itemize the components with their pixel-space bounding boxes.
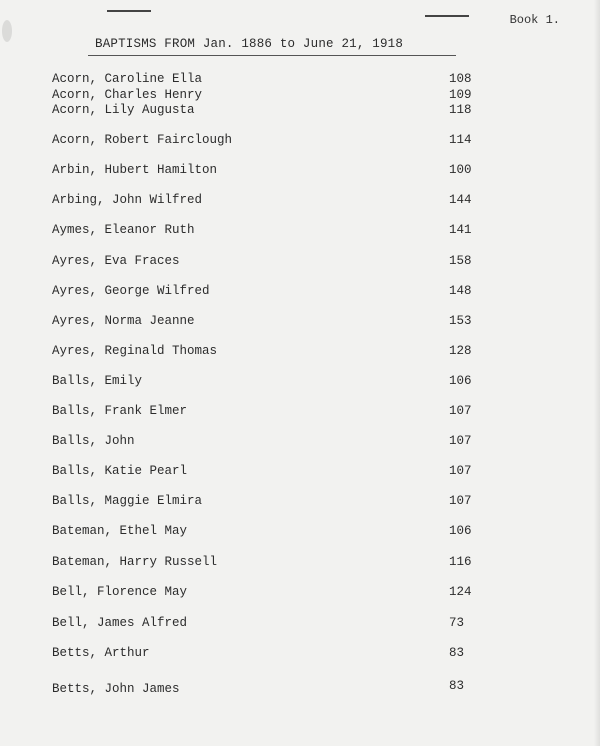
entry-number: 128 [449, 344, 472, 358]
entry-name: Aymes, Eleanor Ruth [52, 223, 195, 237]
entry-number: 106 [449, 374, 472, 388]
entry-name: Ayres, Reginald Thomas [52, 344, 218, 358]
entry-name: Bell, Florence May [52, 585, 188, 599]
entry-name: Acorn, Lily Augusta [52, 103, 195, 117]
entry-number: 148 [449, 284, 472, 298]
entry-number: 124 [449, 585, 472, 599]
entry-number: 153 [449, 314, 472, 328]
entry-name: Balls, Frank Elmer [52, 404, 188, 418]
entry-name: Bateman, Ethel May [52, 524, 188, 538]
entry-number: 83 [449, 679, 465, 693]
page-edge-shadow [594, 0, 600, 746]
entry-number: 107 [449, 494, 472, 508]
book-label: Book 1. [509, 13, 560, 27]
entry-name: Acorn, Caroline Ella [52, 72, 203, 86]
entry-number: 108 [449, 72, 472, 86]
entry-number: 100 [449, 163, 472, 177]
punch-mark [2, 20, 12, 42]
top-left-rule-mark [107, 10, 151, 12]
top-right-rule-mark [425, 15, 469, 17]
entry-number: 144 [449, 193, 472, 207]
entry-number: 141 [449, 223, 472, 237]
entry-number: 107 [449, 434, 472, 448]
entry-name: Balls, Maggie Elmira [52, 494, 203, 508]
entry-name: Balls, Emily [52, 374, 143, 388]
entry-name: Balls, John [52, 434, 135, 448]
entry-name: Arbing, John Wilfred [52, 193, 203, 207]
entry-number: 116 [449, 555, 472, 569]
entry-name: Bateman, Harry Russell [52, 555, 218, 569]
entry-name: Betts, Arthur [52, 646, 150, 660]
entry-name: Ayres, George Wilfred [52, 284, 210, 298]
entry-number: 83 [449, 646, 465, 660]
entry-name: Acorn, Charles Henry [52, 88, 203, 102]
title-underline [88, 55, 456, 56]
entry-number: 107 [449, 464, 472, 478]
entry-name: Arbin, Hubert Hamilton [52, 163, 218, 177]
entry-name: Bell, James Alfred [52, 616, 188, 630]
entry-number: 109 [449, 88, 472, 102]
entry-name: Ayres, Norma Jeanne [52, 314, 195, 328]
entry-number: 114 [449, 133, 472, 147]
entry-name: Balls, Katie Pearl [52, 464, 188, 478]
entry-number: 73 [449, 616, 465, 630]
entry-name: Acorn, Robert Fairclough [52, 133, 233, 147]
entry-number: 118 [449, 103, 472, 117]
entry-number: 106 [449, 524, 472, 538]
entry-number: 107 [449, 404, 472, 418]
entry-number: 158 [449, 254, 472, 268]
entry-name: Betts, John James [52, 682, 180, 696]
page-title: BAPTISMS FROM Jan. 1886 to June 21, 1918 [95, 37, 404, 51]
entry-name: Ayres, Eva Fraces [52, 254, 180, 268]
